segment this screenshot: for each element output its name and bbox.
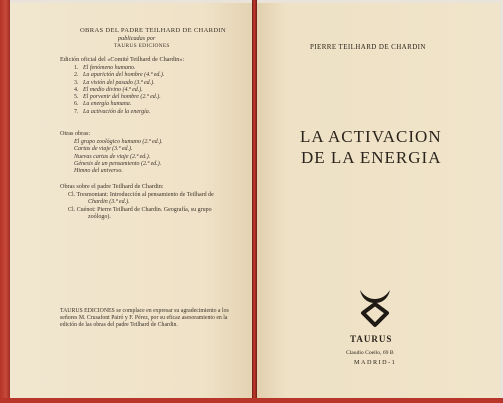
series-title: OBRAS DEL PADRE TEILHARD DE CHARDIN [80,27,226,34]
list-item: Chardin (3.ª ed.). [88,199,130,206]
publisher-name: TAURUS [350,334,393,344]
other-heading: Otras obras: [60,130,91,137]
other-section [60,130,163,175]
list-item: 4. El medio divino (4.ª ed.). [74,86,143,93]
list-item: El grupo zoológico humano (2.ª ed.). [74,139,163,145]
author-name: PIERRE TEILHARD DE CHARDIN [310,43,426,51]
publisher-city: MADRID-1 [354,359,397,366]
book-title-line1: LA ACTIVACION [300,127,442,146]
taurus-bull-icon [356,287,394,329]
about-heading: Obras sobre el padre Teilhard de Chardin: [60,183,164,190]
list-item: zoólogo). [88,213,111,220]
list-item: Cartas de viaje (3.ª ed.). [74,146,133,153]
book-cover-bottom [0,398,503,403]
publisher-address: Claudio Coello, 69 B [346,350,394,356]
list-item: 6. La energía humana. [74,101,132,108]
list-item: Cl. Cuénot: Pierre Teilhard de Chardin. Geografía, su grupo [68,206,212,213]
list-item: Génesis de un pensamiento (2.ª ed.). [74,160,162,167]
list-item: Himno del universo. [74,168,123,175]
list-item: 2. La aparición del hombre (4.ª ed.). [74,72,165,79]
list-item: 1. El fenómeno humano. [74,65,136,71]
series-subtitle: publicadas por [118,35,156,42]
official-section [60,56,184,116]
book-cover-edge [0,0,10,403]
list-item: 3. La visión del pasado (3.ª ed.). [74,79,155,86]
book-gutter [252,0,257,403]
official-heading: Edición oficial del «Comité Teilhard de Chardin»: [60,56,185,63]
list-item: 5. El porvenir del hombre (2.ª ed.). [74,94,161,101]
list-item: 7. La activación de la energía. [74,108,151,115]
list-item: Nuevas cartas de viaje (2.ª ed.). [74,153,151,160]
about-section [60,183,214,221]
book-title-line2: DE LA ENERGIA [301,148,442,167]
acknowledgement-text: TAURUS EDICIONES se complace en expresar su agradecimiento a los señores M. Crusafont Pairó y F. Pérez, por su eficaz asesoramiento en la edición de las obras del padre Teilhard de Chardin. [60,308,229,329]
series-publisher: TAURUS EDICIONES [114,43,170,49]
list-item: Cl. Tresmontant: Introducción al pensamiento de Teilhard de [68,192,214,198]
